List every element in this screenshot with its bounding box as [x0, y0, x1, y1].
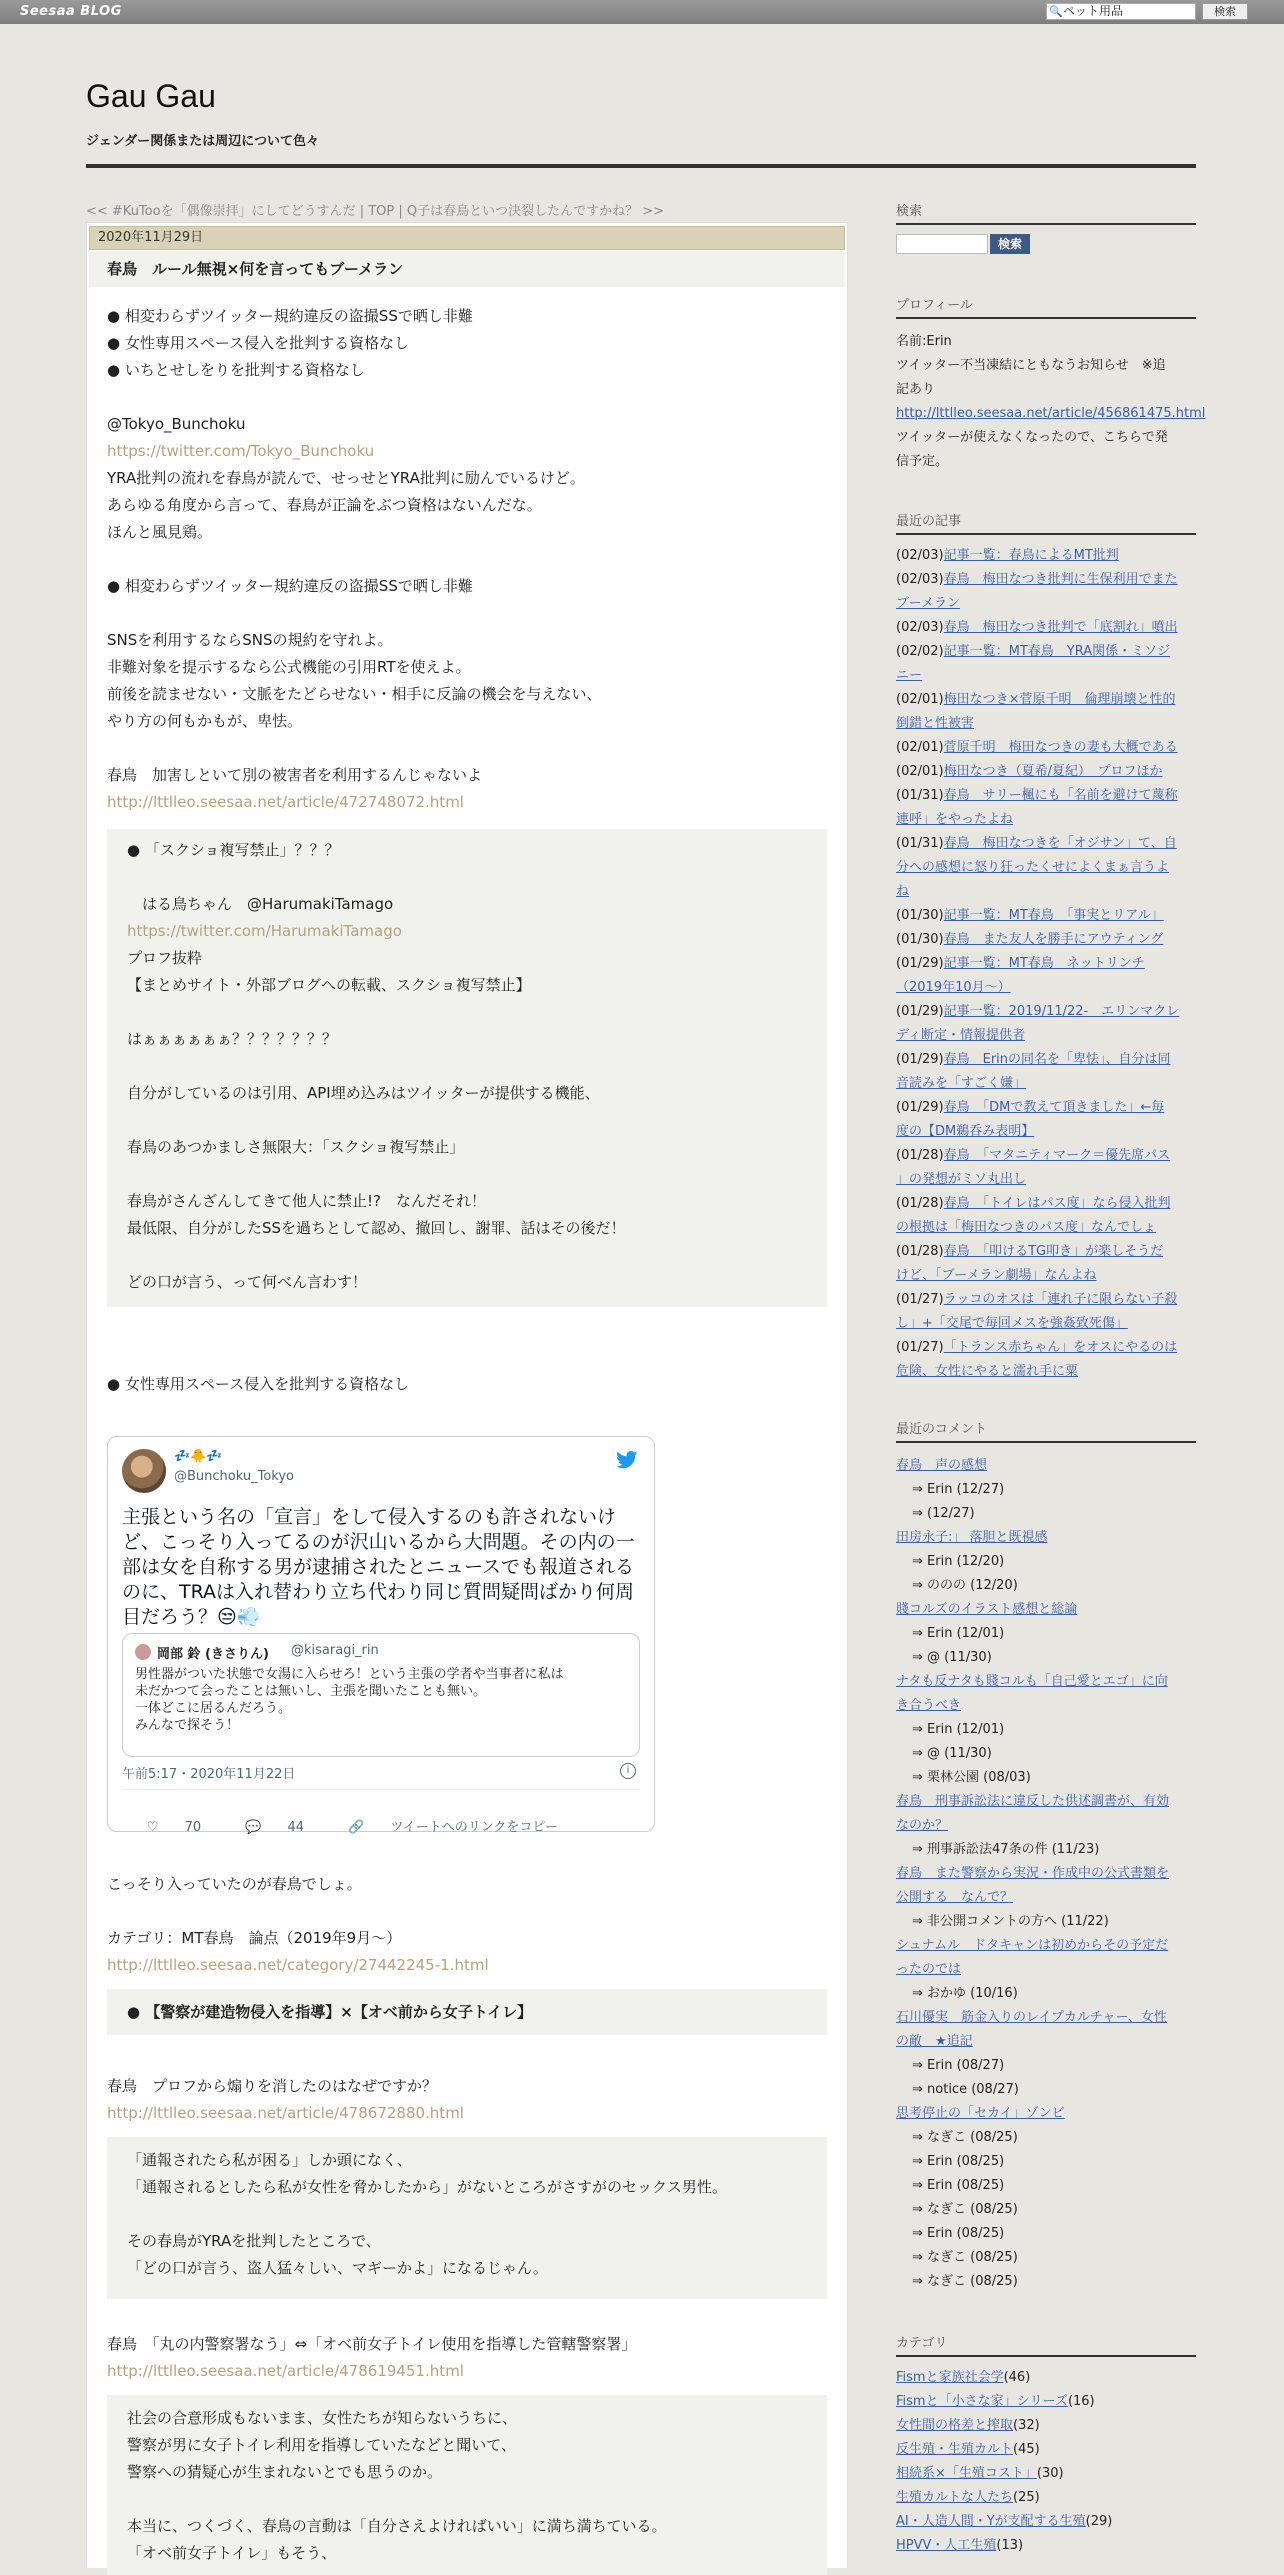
comment-article-link[interactable]: 春鳥 声の感想: [896, 1458, 988, 1473]
recent-article-item: [896, 1192, 1196, 1240]
recent-article-link[interactable]: 春鳥 また友人を勝手にアウティング: [943, 932, 1164, 947]
category-list: [896, 2366, 1196, 2558]
recent-article-date: (01/31): [896, 836, 944, 851]
recent-article-link[interactable]: 」の発想がミソ丸出し: [896, 1172, 1027, 1187]
profile-link[interactable]: http://lttlleo.seesaa.net/article/456861475.html: [896, 406, 1206, 421]
recent-article-link[interactable]: 度の【DM鵜呑み表明】: [896, 1124, 1035, 1139]
recent-article-item: [896, 1336, 1196, 1384]
comment-entry[interactable]: ⇒ notice (08/27): [912, 2082, 1019, 2097]
tweet-avatar[interactable]: [122, 1449, 166, 1493]
post-link-5[interactable]: http://lttlleo.seesaa.net/article/478619451.html: [107, 2362, 464, 2380]
recent-article-link[interactable]: 倒錯と性被害: [896, 716, 975, 731]
recent-articles-list: [896, 544, 1196, 1384]
sidebar-search-heading: 検索: [896, 200, 1196, 225]
comment-entry[interactable]: ⇒ なぎこ (08/25): [912, 2130, 1018, 2145]
recent-article-date: (01/28): [896, 1196, 944, 1211]
category-item: [896, 2462, 1196, 2486]
recent-article-link[interactable]: 記事一覧：MT春鳥 YRA関係・ミソジ: [943, 644, 1171, 659]
category-link[interactable]: AI・人造人間・Yが支配する生殖: [896, 2514, 1086, 2529]
comment-entry[interactable]: ⇒ Erin (08/27): [912, 2058, 1005, 2073]
tweet-divider: [122, 1789, 640, 1790]
post-link-3[interactable]: http://lttlleo.seesaa.net/category/27442245-1.html: [107, 1956, 489, 1974]
category-count: (30): [1036, 2466, 1064, 2481]
recent-article-link[interactable]: 記事一覧：2019/11/22- エリンマクレ: [943, 1004, 1180, 1019]
recent-article-item: [896, 1096, 1196, 1144]
comment-article-link[interactable]: 春鳥 刑事訴訟法に違反した供述調書が、有効: [896, 1794, 1170, 1809]
recent-article-line: [896, 1000, 1196, 1024]
comment-entry[interactable]: ⇒ 栗林公園 (08/03): [912, 1770, 1031, 1785]
recent-article-line: [896, 1240, 1196, 1264]
comment-entry[interactable]: ⇒ @ (11/30): [912, 1650, 992, 1665]
recent-article-line: [896, 904, 1196, 928]
recent-article-line: [896, 1048, 1196, 1072]
profile-link-wrap: [896, 402, 1206, 426]
post-link-4[interactable]: http://lttlleo.seesaa.net/article/478672880.html: [107, 2104, 464, 2122]
recent-article-date: (01/29): [896, 1004, 944, 1019]
recent-article-item: [896, 616, 1196, 640]
comment-article-link[interactable]: 賤コルズのイラスト感想と総論: [896, 1602, 1078, 1617]
recent-article-link[interactable]: ラッコのオスは「連れ子に限らない子殺: [943, 1292, 1178, 1307]
recent-article-line: [896, 1144, 1196, 1168]
like-button[interactable]: [147, 1820, 223, 1835]
recent-article-line: [896, 1360, 1196, 1384]
recent-article-link[interactable]: 記事一覧：春鳥によるMT批判: [943, 548, 1119, 563]
recent-article-link[interactable]: 春鳥 Erinの同名を「卑怯」、自分は同: [943, 1052, 1171, 1067]
category-item: [896, 2366, 1196, 2390]
category-item: [896, 2534, 1196, 2558]
recent-article-date: (02/01): [896, 740, 944, 755]
post-article: [86, 222, 848, 2568]
recent-article-link[interactable]: 梅田なつき（夏希/夏紀） プロフほか: [943, 764, 1163, 779]
comment-entry[interactable]: ⇒ @ (11/30): [912, 1746, 992, 1761]
recent-article-item: [896, 760, 1196, 784]
tweet-actions: [122, 1801, 602, 1850]
recent-article-line: [896, 1312, 1196, 1336]
comment-article-link[interactable]: 石川優実 筋金入りのレイプカルチャー、女性: [896, 2010, 1167, 2025]
comment-entry[interactable]: ⇒ Erin (12/20): [912, 1554, 1005, 1569]
category-link[interactable]: HPVV・人工生殖: [896, 2538, 997, 2553]
comment-entry[interactable]: ⇒ ののの (12/20): [912, 1578, 1018, 1593]
recent-article-date: (01/29): [896, 1052, 944, 1067]
search-icon: 🔍: [1049, 5, 1063, 18]
recent-article-link[interactable]: 春鳥 梅田なつき批判で「底割れ」噴出: [943, 620, 1178, 635]
recent-article-date: (01/29): [896, 1100, 944, 1115]
recent-article-line: [896, 880, 1196, 904]
quoted-text: 男性器がついた状態で女湯に入らせろ！という主張の学者や当事者に私は 未だかつて会ったことは無いし、主張を聞いたことも無い。 一体どこに居るんだろう。 みんなで探そう！: [135, 1667, 564, 1733]
recent-article-item: [896, 1000, 1196, 1048]
comment-entry[interactable]: ⇒ Erin (12/27): [912, 1482, 1005, 1497]
recent-article-link[interactable]: 記事一覧：MT春鳥 ネットリンチ: [943, 956, 1145, 971]
recent-article-line: [896, 952, 1196, 976]
recent-article-line: [896, 1168, 1196, 1192]
category-link[interactable]: 生殖カルトな人たち: [896, 2490, 1014, 2505]
recent-article-date: (01/28): [896, 1244, 944, 1259]
comment-entry[interactable]: ⇒ なぎこ (08/25): [912, 2250, 1018, 2265]
post-text-block-1: ● 相変わらずツイッター規約違反の盗撮SSで晒し非難 ● 女性専用スペース侵入を批判する資格なし ● いちとせしをりを批判する資格なし @Tokyo_Bunchoku: [107, 307, 473, 433]
recent-article-link[interactable]: ニー: [896, 668, 923, 683]
category-link[interactable]: 女性間の格差と搾取: [896, 2418, 1014, 2433]
recent-articles-heading: 最近の記事: [896, 510, 1196, 535]
category-count: (13): [996, 2538, 1024, 2553]
recent-article-line: [896, 976, 1196, 1000]
recent-article-item: [896, 688, 1196, 736]
sidebar-search-input[interactable]: [896, 234, 988, 254]
header-divider: [86, 164, 1196, 168]
comment-entry[interactable]: ⇒ おかゆ (10/16): [912, 1986, 1018, 2001]
quote1-text-b: プロフ抜粋 【まとめサイト・外部ブログへの転載、スクショ複写禁止】 はぁぁぁぁぁぁ？？？？？？？ 自分がしているのは引用、API埋め込みはツイッターが提供する機能、 春鳥のあつかましさ無限大：「スクショ複写禁止」 春鳥がさんざんしてきて他人に禁止!? なんだそれ！ 最低限、自分がしたSSを過ちとして認め、撤回し、謝罪、話はその後だ！ どの口が言う、って何べん言わす！: [127, 949, 626, 1291]
comment-article-link[interactable]: シュナムル ドタキャンは初めからその予定だ: [896, 1938, 1169, 1953]
recent-article-line: [896, 1024, 1196, 1048]
embedded-tweet[interactable]: [107, 1436, 655, 1835]
recent-article-link[interactable]: の根拠は「梅田なつきのパス度」なんでしょ: [896, 1220, 1157, 1235]
category-count: (16): [1067, 2394, 1095, 2409]
top-bar: [0, 0, 1284, 24]
recent-article-item: [896, 736, 1196, 760]
category-item: [896, 2390, 1196, 2414]
recent-article-link[interactable]: 「トランス赤ちゃん」をオスにやるのは: [943, 1340, 1178, 1355]
recent-article-link[interactable]: ブーメラン: [896, 596, 960, 611]
quote-block-1: [107, 829, 827, 1307]
category-count: (46): [1003, 2370, 1031, 2385]
recent-article-line: [896, 1120, 1196, 1144]
recent-article-date: (02/03): [896, 572, 944, 587]
category-link[interactable]: 反生殖・生殖カルト: [896, 2442, 1014, 2457]
category-link[interactable]: 相続系×「生殖コスト」: [896, 2466, 1037, 2481]
category-item: [896, 2438, 1196, 2462]
recent-article-line: [896, 784, 1196, 808]
recent-article-line: [896, 928, 1196, 952]
copy-link-button[interactable]: [348, 1820, 580, 1835]
category-heading: カテゴリ: [896, 2332, 1196, 2357]
post-text-block-2: YRA批判の流れを春鳥が読んで、せっせとYRA批判に励んでいるけど。 あらゆる角度から言って、春鳥が正論をぶつ資格はないんだな。 ほんと風見鶏。 ● 相変わらずツイッター規約違反の盗撮SSで晒し非難 SNSを利用するならSNSの規約を守れよ。 非難対象を提示するなら公式機能の引用RTを使えよ。 前後を読ませない・文脈をたどらせない・相手に反論の機会を与えない、 やり方の何もかもが、卑怯。 春鳥 加害しといて別の被害者を利用するんじゃないよ: [107, 469, 602, 784]
comment-article-link[interactable]: の敵 ★追記: [896, 2034, 973, 2049]
post-link-1[interactable]: https://twitter.com/Tokyo_Bunchoku: [107, 442, 375, 460]
category-item: [896, 2486, 1196, 2510]
quote3-text: 「通報されたら私が困る」しか頭になく、 「通報されるとしたら私が女性を脅かしたから」がないところがさすがのセックス男性。 その春鳥がYRAを批判したところで、 「どの口が言う、盗人猛々しい、マギーかよ」になるじゃん。: [127, 2151, 727, 2277]
recent-article-item: [896, 544, 1196, 568]
recent-article-link[interactable]: 春鳥 「トイレはパス度」なら侵入批判: [943, 1196, 1171, 1211]
tweet-author-name[interactable]: 💤🐥💤: [174, 1449, 223, 1464]
post-text-block-4: 春鳥 プロフから煽りを消したのはなぜですか？: [107, 2077, 438, 2095]
category-item: [896, 2414, 1196, 2438]
category-item: [896, 2510, 1196, 2534]
recent-article-item: [896, 568, 1196, 616]
comment-article-link[interactable]: なのか？: [896, 1818, 949, 1833]
recent-article-link[interactable]: 分への感想に怒り狂ったくせによくまぁ言うよ: [896, 860, 1170, 875]
recent-article-line: [896, 1336, 1196, 1360]
recent-article-line: [896, 1264, 1196, 1288]
post-text-block-3: こっそり入っていたのが春鳥でしょ。 カテゴリ：MT春鳥 論点（2019年9月～）: [107, 1875, 402, 1947]
recent-article-line: [896, 808, 1196, 832]
recent-article-date: (01/30): [896, 908, 944, 923]
recent-article-item: [896, 952, 1196, 1000]
recent-article-line: [896, 1096, 1196, 1120]
category-count: (32): [1013, 2418, 1040, 2433]
recent-article-line: [896, 1072, 1196, 1096]
quote2-text: ● 【警察が建造物侵入を指導】×【オベ前から女子トイレ】: [127, 2003, 533, 2021]
recent-article-link[interactable]: 記事一覧：MT春鳥 「事実とリアル」: [943, 908, 1164, 923]
recent-article-item: [896, 1048, 1196, 1096]
section-heading-2: ● 女性専用スペース侵入を批判する資格なし: [107, 1375, 410, 1393]
recent-article-line: [896, 856, 1196, 880]
recent-article-line: [896, 832, 1196, 856]
recent-comments-heading: 最近のコメント: [896, 1418, 1196, 1443]
comment-entry[interactable]: ⇒ Erin (08/25): [912, 2154, 1005, 2169]
recent-article-line: [896, 1288, 1196, 1312]
recent-article-link[interactable]: （2019年10月～）: [896, 980, 1011, 995]
tweet-timestamp[interactable]: 午前5:17・2020年11月22日: [122, 1767, 296, 1782]
recent-article-date: (02/01): [896, 692, 944, 707]
recent-article-date: (02/02): [896, 644, 944, 659]
comment-article-link[interactable]: 思考停止の「セカイ」ゾンビ: [896, 2106, 1065, 2121]
recent-article-line: [896, 760, 1196, 784]
category-link[interactable]: Fismと「小さな家」シリーズ: [896, 2394, 1068, 2409]
top-search-value: ペット用品: [1063, 4, 1124, 18]
comment-article-link[interactable]: ナタも反ナタも賤コルも「自己愛とエゴ」に向: [896, 1674, 1168, 1689]
top-search-input[interactable]: [1046, 3, 1196, 20]
recent-article-link[interactable]: 春鳥 「DMで教えて頂きました」←毎: [943, 1100, 1165, 1115]
category-link[interactable]: Fismと家族社会学: [896, 2370, 1004, 2385]
quoted-author-name: 岡部 鈴 (きさりん): [157, 1647, 269, 1662]
recent-article-line: [896, 712, 1196, 736]
comment-article-link[interactable]: き合うべき: [896, 1698, 962, 1713]
quote1-link[interactable]: https://twitter.com/HarumakiTamago: [127, 922, 402, 940]
info-icon[interactable]: i: [620, 1763, 636, 1779]
recent-article-date: (02/01): [896, 764, 944, 779]
recent-article-line: [896, 616, 1196, 640]
recent-article-link[interactable]: 梅田なつき×菅原千明 倫理崩壊と性的: [943, 692, 1176, 707]
recent-article-date: (01/29): [896, 956, 944, 971]
recent-article-line: [896, 544, 1196, 568]
comment-article-link[interactable]: ったのでは: [896, 1962, 962, 1977]
recent-article-link[interactable]: 春鳥 サリー楓にも「名前を避けて蔑称: [943, 788, 1178, 803]
seesaa-logo[interactable]: Seesaa BLOG: [20, 4, 122, 19]
recent-article-date: (02/03): [896, 548, 944, 563]
recent-article-item: [896, 1240, 1196, 1288]
quote-block-3: [107, 2137, 827, 2299]
recent-article-item: [896, 904, 1196, 928]
comment-entry[interactable]: ⇒ (12/27): [912, 1506, 975, 1521]
post-date: 2020年11月29日: [89, 226, 845, 250]
site-description: ジェンダー関係または周辺について色々: [86, 134, 319, 149]
recent-article-link[interactable]: 菅原千明 梅田なつきの妻も大概である: [943, 740, 1178, 755]
recent-article-item: [896, 640, 1196, 688]
recent-article-link[interactable]: 春鳥 「叩けるTG叩き」が楽しそうだ: [943, 1244, 1164, 1259]
recent-article-link[interactable]: 春鳥 「マタニティマーク＝優先席パス: [943, 1148, 1171, 1163]
quote-block-4: [107, 2395, 827, 2575]
recent-article-link[interactable]: 音読みを「すごく嫌」: [896, 1076, 1027, 1091]
profile-heading: プロフィール: [896, 294, 1196, 319]
comment-article-link[interactable]: 田房永子:」 落胆と既視感: [896, 1530, 1048, 1545]
category-count: (29): [1085, 2514, 1113, 2529]
category-count: (25): [1013, 2490, 1040, 2505]
reply-button[interactable]: [245, 1820, 326, 1835]
recent-article-link[interactable]: 危険、女性にやると濡れ手に粟: [896, 1364, 1079, 1379]
recent-article-link[interactable]: 春鳥 梅田なつき批判に生保利用でまた: [943, 572, 1178, 587]
quote-block-2: [107, 1989, 827, 2035]
quote1-text-a: ● 「スクショ複写禁止」？？？ はる鳥ちゃん @HarumakiTamago: [127, 841, 394, 913]
recent-article-line: [896, 568, 1196, 592]
post-text-block-5: 春鳥 「丸の内警察署なう」⇔「オベ前女子トイレ使用を指導した管轄警察署」: [107, 2335, 637, 2353]
quoted-tweet[interactable]: [122, 1633, 640, 1757]
comment-entry[interactable]: ⇒ Erin (12/01): [912, 1722, 1005, 1737]
comment-article-link[interactable]: 公開する なんで？: [896, 1890, 1014, 1905]
comment-entry[interactable]: ⇒ なぎこ (08/25): [912, 2202, 1018, 2217]
quoted-author-handle: @kisaragi_rin: [291, 1643, 379, 1658]
recent-article-item: [896, 1288, 1196, 1336]
comment-entry[interactable]: ⇒ なぎこ (08/25): [912, 2274, 1018, 2289]
recent-article-link[interactable]: 春鳥 梅田なつきを「オジサン」て、自: [943, 836, 1177, 851]
recent-article-line: [896, 1192, 1196, 1216]
recent-article-item: [896, 928, 1196, 952]
recent-article-link[interactable]: けど、「ブーメラン劇場」なんよね: [896, 1268, 1097, 1283]
quoted-avatar: [135, 1644, 151, 1660]
sidebar-search-button[interactable]: 検索: [990, 234, 1030, 254]
breadcrumb[interactable]: << #KuTooを「偶像崇拝」にしてどうすんだ | TOP | Q子は春鳥といつ決裂したんですかね？ >>: [86, 204, 665, 219]
recent-article-date: (01/27): [896, 1340, 944, 1355]
like-count: 70: [184, 1820, 202, 1835]
link-icon: 🔗: [348, 1820, 365, 1835]
recent-article-line: [896, 592, 1196, 616]
recent-article-date: (01/30): [896, 932, 944, 947]
recent-article-link[interactable]: ね: [896, 884, 910, 899]
comment-entry[interactable]: ⇒ 刑事訴訟法47条の件 (11/23): [912, 1842, 1100, 1857]
heart-icon: ♡: [146, 1820, 159, 1835]
post-title: 春鳥 ルール無視×何を言ってもブーメラン: [89, 251, 845, 287]
recent-article-line: [896, 1216, 1196, 1240]
reply-count: 44: [287, 1820, 305, 1835]
recent-article-item: [896, 832, 1196, 904]
comment-entry[interactable]: ⇒ Erin (08/25): [912, 2226, 1005, 2241]
top-search-button[interactable]: 検索: [1202, 3, 1248, 20]
recent-article-date: (01/28): [896, 1148, 944, 1163]
twitter-bird-icon[interactable]: [616, 1451, 638, 1469]
recent-article-date: (01/31): [896, 788, 944, 803]
recent-comments-list: [896, 1454, 1196, 2294]
comment-entry[interactable]: ⇒ Erin (12/01): [912, 1626, 1005, 1641]
recent-article-item: [896, 784, 1196, 832]
comment-entry[interactable]: ⇒ Erin (08/25): [912, 2178, 1005, 2193]
profile-text: 名前:Erin ツイッター不当凍結にともなうお知らせ ※追 記あり: [896, 334, 1166, 397]
tweet-text: 主張という名の「宣言」をして侵入するのも許されないけど、こっそり入ってるのが沢山いるから大問題。その内の一部は女を自称する男が逮捕されたとニュースでも報道されるのに、TRAは入れ替わり立ち代わり同じ質問疑問ばかり何周目だろう？😒💨: [122, 1506, 635, 1628]
profile-text-2: ツイッターが使えなくなったので、こちらで発 信予定。: [896, 430, 1168, 469]
recent-article-line: [896, 736, 1196, 760]
quote4-text: 社会の合意形成もないまま、女性たちが知らないうちに、 警察が男に女子トイレ利用を指導していたなどと聞いて、 警察への猜疑心が生まれないとでも思うのか。 本当に、つくづく、春鳥の言動は「自分さえよければいい」に満ち満ちている。 「オベ前女子トイレ」もそう、: [127, 2409, 667, 2562]
copy-link-label: ツイートへのリンクをコピー: [390, 1820, 558, 1835]
post-link-2[interactable]: http://lttlleo.seesaa.net/article/472748072.html: [107, 793, 464, 811]
recent-article-line: [896, 664, 1196, 688]
comment-article-link[interactable]: 春鳥 また警察から実況・作成中の公式書類を: [896, 1866, 1170, 1881]
recent-article-line: [896, 688, 1196, 712]
recent-article-link[interactable]: し」+「交尾で毎回メスを強姦致死傷」: [896, 1316, 1128, 1331]
site-title[interactable]: Gau Gau: [86, 78, 216, 114]
recent-article-date: (02/03): [896, 620, 944, 635]
reply-icon: 💬: [245, 1820, 262, 1835]
recent-article-line: [896, 640, 1196, 664]
comment-entry[interactable]: ⇒ 非公開コメントの方へ (11/22): [912, 1914, 1109, 1929]
recent-article-date: (01/27): [896, 1292, 944, 1307]
tweet-author-handle[interactable]: @Bunchoku_Tokyo: [174, 1469, 295, 1484]
recent-article-link[interactable]: 連呼」をやったよね: [896, 812, 1014, 827]
category-count: (45): [1013, 2442, 1040, 2457]
recent-article-link[interactable]: ディ断定・情報提供者: [896, 1028, 1025, 1043]
recent-article-item: [896, 1144, 1196, 1192]
